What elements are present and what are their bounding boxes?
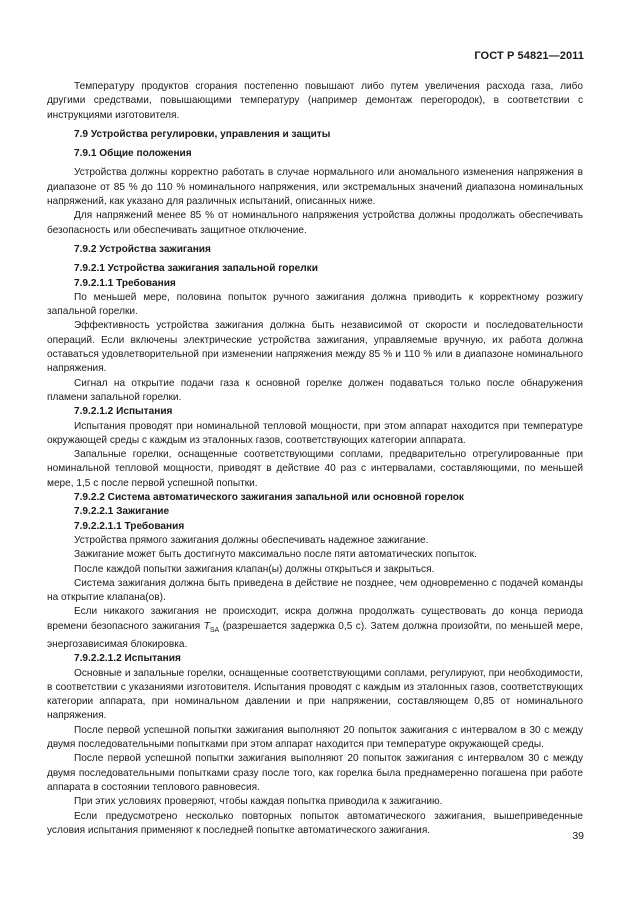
paragraph: Устройства должны корректно работать в случае нормального или аномального изменения напряжения в диапазоне от 85 % до 110 % номинального напряжения, или экстремальных значений диапазона номинальных напряжений, как указано для различных испытаний, описанных ниже.: [47, 167, 583, 208]
section-heading: 7.9.2.2.1.1 Требования: [74, 520, 185, 532]
paragraph: Устройства прямого зажигания должны обеспечивать надежное зажигание.: [74, 534, 429, 546]
paragraph: Эффективность устройства зажигания должна быть независимой от скорости и последовательности операций. Если включены электрические устройства зажигания, управляемые вручную, их работа должна оставаться удовлетворительной при изменении напряжения между 85 % и 110 % или в диапазоне номинального напряжения.: [47, 320, 583, 375]
section-heading: 7.9.1 Общие положения: [74, 148, 192, 160]
paragraph: По меньшей мере, половина попыток ручного зажигания должна приводить к корректному розжигу запальной горелки.: [47, 291, 583, 318]
paragraph: Зажигание может быть достигнуто максимально после пяти автоматических попыток.: [74, 549, 477, 561]
paragraph: Для напряжений менее 85 % от номинального напряжения устройства должны продолжать обеспечивать безопасность или обеспечивать защитное отключение.: [47, 210, 583, 236]
paragraph: После первой успешной попытки зажигания выполняют 20 попыток зажигания с интервалом в 30 с между двумя последовательными попытками при этом аппарат находится при температуре окружающей среды.: [47, 724, 583, 751]
time-symbol-subscript: SA: [209, 626, 220, 634]
standard-header: ГОСТ Р 54821—2011: [474, 50, 584, 62]
section-heading: 7.9.2.2.1 Зажигание: [74, 506, 170, 518]
paragraph: Сигнал на открытие подачи газа к основной горелке должен подаваться только после обнаружения пламени запальной горелки.: [47, 377, 583, 403]
paragraph: Температуру продуктов сгорания постепенно повышают либо путем увеличения расхода газа, либо другими средствами, повышающими температуру (например демонтаж перегородок), в соответствии с инструкциями изготовителя.: [47, 81, 583, 121]
paragraph: [47, 605, 583, 652]
paragraph: Запальные горелки, оснащенные соответствующими соплами, предварительно отрегулированные при номинальной тепловой мощности, приводят в действие 40 раз с интервалами, составляющими, по меньшей мере, 1,5 с после первой успешной попытки.: [47, 449, 583, 489]
page-number: 39: [572, 830, 584, 842]
paragraph: После первой успешной попытки зажигания выполняют 20 попыток зажигания с интервалом 30 с между двумя последовательными попытками сразу после того, как горелка была преднамеренно погашена при работе аппарата в состоянии теплового равновесия.: [47, 753, 583, 793]
paragraph: Если предусмотрено несколько повторных попыток автоматического зажигания, вышеприведенные условия испытания применяют к последней попытке автоматического зажигания.: [47, 810, 583, 836]
paragraph: При этих условиях проверяют, чтобы каждая попытка приводила к зажиганию.: [74, 796, 443, 808]
section-heading: 7.9.2.2.1.2 Испытания: [74, 653, 181, 665]
section-heading: 7.9.2.1.2 Испытания: [74, 406, 173, 418]
time-symbol: T: [203, 620, 210, 632]
section-heading: 7.9.2 Устройства зажигания: [74, 243, 211, 255]
paragraph-text: (разрешается задержка 0,5 с). Затем должна произойти, по меньшей мере, энергозависимая блокировка.: [47, 620, 583, 650]
paragraph: После каждой попытки зажигания клапан(ы) должны открыться и закрыться.: [74, 563, 435, 575]
section-heading: 7.9.2.1 Устройства зажигания запальной горелки: [74, 263, 318, 275]
section-heading: 7.9 Устройства регулировки, управления и защиты: [74, 128, 331, 140]
paragraph: Основные и запальные горелки, оснащенные соответствующими соплами, регулируют, при необходимости, в соответствии с указаниями изготовителя. Испытания проводят с каждым из эталонных газов, соответствующих категории аппарата, при номинальном давлении и при напряжении, составляющем 0,85 от номинального напряжения.: [47, 667, 583, 722]
section-heading: 7.9.2.2 Система автоматического зажигания запальной или основной горелок: [74, 492, 464, 504]
paragraph: Испытания проводят при номинальной тепловой мощности, при этом аппарат находится при температуре окружающей среды с каждым из эталонных газов, соответствующих категории аппарата.: [47, 420, 583, 446]
paragraph-text: Если никакого зажигания не происходит, искра должна продолжать существовать до конца периода времени безопасного зажигания: [47, 606, 583, 632]
document-body: [47, 80, 583, 838]
section-heading: 7.9.2.1.1 Требования: [74, 277, 176, 289]
paragraph: Система зажигания должна быть приведена в действие не позднее, чем одновременно с подачей команды на открытие клапана(ов).: [47, 577, 583, 604]
